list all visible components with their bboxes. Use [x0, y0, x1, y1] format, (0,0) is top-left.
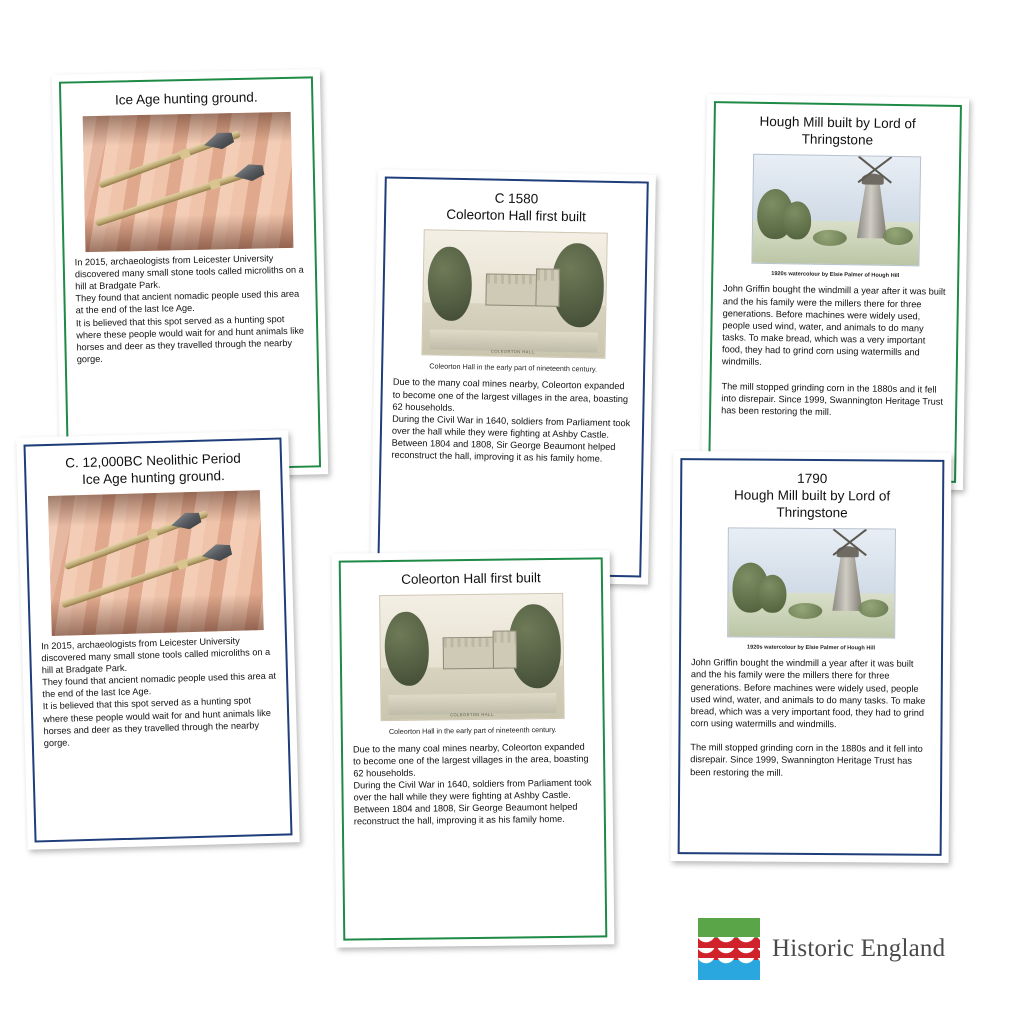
card-coleorton-green[interactable] — [332, 550, 615, 947]
card-title: C. 12,000BC Neolithic Period Ice Age hunting ground. — [65, 450, 241, 487]
historic-england-logo — [698, 918, 945, 980]
card-title: C 1580 Coleorton Hall first built — [446, 190, 587, 225]
card-body: Due to the many coal mines nearby, Coleorton expanded to become one of the largest villages in the area, boasting 62 households. During the Civil War in 1640, soldiers from Parliament took over the hall while they were fighting at Ashby Castle. Between 1804 and 1808, Sir George Beaumont helped reconstruct the hall, improving it as his family home. — [391, 377, 631, 464]
coleorton-hall-engraving — [379, 593, 565, 721]
engraving-label: COLEORTON HALL. — [450, 711, 496, 718]
coleorton-hall-engraving — [421, 229, 607, 359]
card-coleorton-blue[interactable] — [370, 169, 656, 584]
card-body: John Griffin bought the windmill a year after it was built and the his family were the millers there for three generations. Before machines were widely used, people used wind, water, and animals to do many tasks. To make bread, which was a very important food, they had to grind corn using watermills and windmills. The mill stopped grinding corn in the 1880s and it fell into disrepair. Since 1999, Swannington Heritage Trust has been restoring the mill. — [690, 657, 926, 778]
card-title: 1790 Hough Mill built by Lord of Thringstone — [734, 470, 891, 521]
hough-mill-watercolour — [727, 527, 896, 638]
image-caption: 1920s watercolour by Elsie Palmer of Hough Hill — [771, 270, 900, 279]
card-hough-mill-green[interactable] — [701, 94, 969, 490]
image-caption: 1920s watercolour by Elsie Palmer of Hough Hill — [746, 644, 876, 652]
image-caption: Coleorton Hall in the early part of nineteenth century. — [429, 361, 598, 374]
card-body: In 2015, archaeologists from Leicester University discovered many small stone tools called microliths on a hill at Bradgate Park. They found that ancient nomadic people used this area at the end of the last Ice Age. It is believed that this spot served as a hunting spot where these people would wait for and hunt animals like horses and deer as they travelled through the nearby gorge. — [74, 253, 305, 365]
historic-england-mark — [698, 918, 760, 980]
card-ice-age-green[interactable] — [52, 69, 328, 480]
card-body: In 2015, archaeologists from Leicester University discovered many small stone tools called microliths on a hill at Bradgate Park. They found that ancient nomadic people used this area at the end of the last Ice Age. It is believed that this spot served as a hunting spot where these people would wait for and hunt animals like horses and deer as they travelled through the nearby gorge. — [40, 635, 277, 749]
card-ice-age-blue[interactable] — [16, 430, 299, 849]
card-body: Due to the many coal mines nearby, Coleorton expanded to become one of the largest villages in the area, boasting 62 households. During the Civil War in 1640, soldiers from Parliament took over the hall while they were fighting at Ashby Castle. Between 1804 and 1808, Sir George Beaumont helped reconstruct the hall, improving it as his family home. — [352, 741, 592, 827]
card-hough-mill-blue[interactable] — [671, 451, 952, 863]
card-title: Hough Mill built by Lord of Thringstone — [759, 113, 916, 148]
historic-england-wordmark: Historic England — [772, 935, 946, 962]
microliths-in-hand-photo — [83, 112, 294, 252]
card-title: Coleorton Hall first built — [401, 570, 541, 587]
engraving-label: COLEORTON HALL. — [490, 348, 536, 355]
card-title: Ice Age hunting ground. — [114, 89, 258, 108]
hough-mill-watercolour — [751, 153, 921, 266]
image-caption: Coleorton Hall in the early part of nineteenth century. — [388, 724, 557, 736]
card-body: John Griffin bought the windmill a year after it was built and the his family were the millers there for three generations. Before machines were widely used, people used wind, water, and animals to do many tasks. To make bread, which was a very important food, they had to grind corn using watermills and windmills. The mill stopped grinding corn in the 1880s and it fell into disrepair. Since 1999, Swannington Heritage Trust has been restoring the mill. — [721, 283, 946, 417]
microliths-in-hand-photo — [48, 490, 264, 636]
